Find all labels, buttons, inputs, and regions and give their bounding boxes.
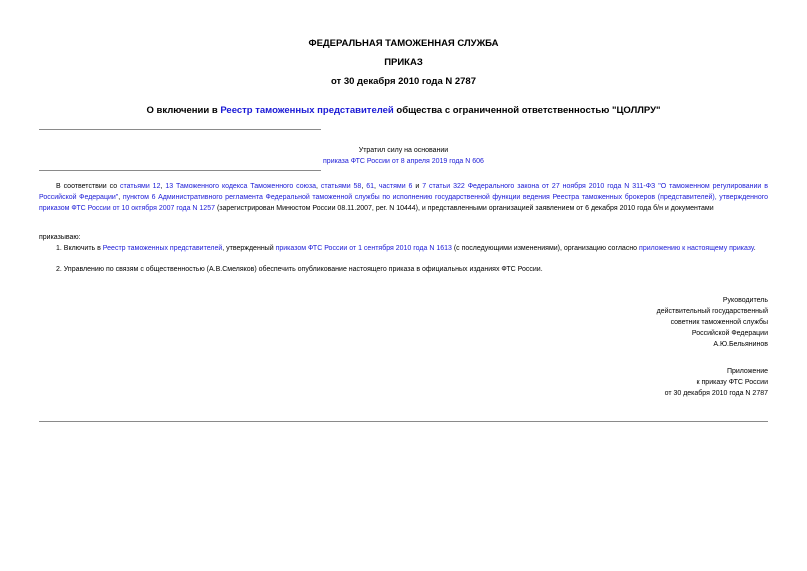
title-prefix: О включении в bbox=[146, 105, 221, 116]
agency-name: ФЕДЕРАЛЬНАЯ ТАМОЖЕННАЯ СЛУЖБА bbox=[308, 38, 499, 49]
appendix-line-3: от 30 декабря 2010 года N 2787 bbox=[664, 390, 768, 397]
title-registry-link[interactable]: Реестр таможенных представителей bbox=[220, 105, 394, 116]
link-federal-law-311[interactable]: 7 статьи 322 Федерального закона от 27 ноября 2010 года N 311-ФЗ "О таможенном регулировании в Российской Федерации" bbox=[39, 183, 768, 201]
link-registry[interactable]: Реестр таможенных представителей bbox=[102, 245, 223, 252]
signature-block bbox=[657, 295, 768, 350]
link-order-1613[interactable]: приказом ФТС России от 1 сентября 2010 года N 1613 bbox=[275, 245, 452, 252]
order-item-1: 1. Включить в Реестр таможенных представителей, утвержденный приказом ФТС России от 1 сентября 2010 года N 1613 (с последующими изменениями), организацию согласно приложению к настоящему приказу. bbox=[56, 245, 756, 252]
doc-date: от 30 декабря 2010 года N 2787 bbox=[330, 76, 476, 87]
signature-line-1: Руководитель bbox=[722, 297, 768, 304]
status-note-link[interactable]: приказа ФТС России от 8 апреля 2019 года N 606 bbox=[323, 158, 484, 165]
signature-line-2: действительный государственный bbox=[656, 308, 768, 315]
status-note-text: Утратил силу на основании bbox=[358, 147, 449, 154]
link-article-61[interactable]: 61 bbox=[366, 183, 374, 190]
order-item-2: 2. Управлению по связям с общественностью (А.В.Смеляков) обеспечить опубликование настоящего приказа в официальных изданиях ФТС России. bbox=[56, 266, 543, 273]
signature-line-3: советник таможенной службы bbox=[670, 319, 768, 326]
preamble-paragraph: В соответствии со статьями 12, 13 Таможенного кодекса Таможенного союза, статьями 58, 61, частями 6 и 7 статьи 322 Федерального закона от 27 ноября 2010 года N 311-ФЗ "О таможенном регулировании в Российской Федерации", пунктом 6 Административного регламента Федеральной таможенной службы по исполнению государственной функции ведения Реестра таможенных брокеров (представителей), утвержденного приказом ФТС России от 10 октября 2007 года N 1257 (зарегистрирован Минюстом России 08.11.2007, рег. N 10444), и представленными организацией заявлением от 6 декабря 2010 года б/н и документами bbox=[39, 183, 768, 212]
appendix-block bbox=[665, 366, 768, 399]
link-article-13-code[interactable]: 13 Таможенного кодекса Таможенного союза bbox=[165, 183, 316, 190]
link-article-58[interactable]: статьями 58 bbox=[320, 183, 362, 190]
appendix-line-2: к приказу ФТС России bbox=[696, 379, 768, 386]
doc-type: ПРИКАЗ bbox=[384, 57, 423, 68]
signature-name: А.Ю.Бельянинов bbox=[713, 341, 768, 348]
signature-line-4: Российской Федерации bbox=[691, 330, 768, 337]
divider-bottom bbox=[39, 421, 768, 422]
link-part-6[interactable]: частями 6 bbox=[378, 183, 413, 190]
appendix-line-1: Приложение bbox=[726, 368, 768, 375]
order-word: приказываю: bbox=[39, 234, 81, 241]
status-note-link-wrap bbox=[0, 156, 807, 167]
title-suffix: общества с ограниченной ответственностью "ЦОЛЛРУ" bbox=[393, 105, 661, 116]
divider-middle bbox=[39, 170, 321, 171]
link-admin-regulation[interactable]: пунктом 6 Административного регламента Федеральной таможенной службы по исполнению государственной функции ведения Реестра таможенных брокеров (представителей), утвержденного приказом ФТС России от 10 октября 2007 года N 1257 bbox=[39, 194, 768, 212]
link-appendix[interactable]: приложению к настоящему приказу bbox=[639, 245, 754, 252]
link-article-12[interactable]: статьями 12 bbox=[120, 183, 161, 190]
page-title bbox=[0, 105, 807, 117]
divider-top bbox=[39, 129, 321, 130]
